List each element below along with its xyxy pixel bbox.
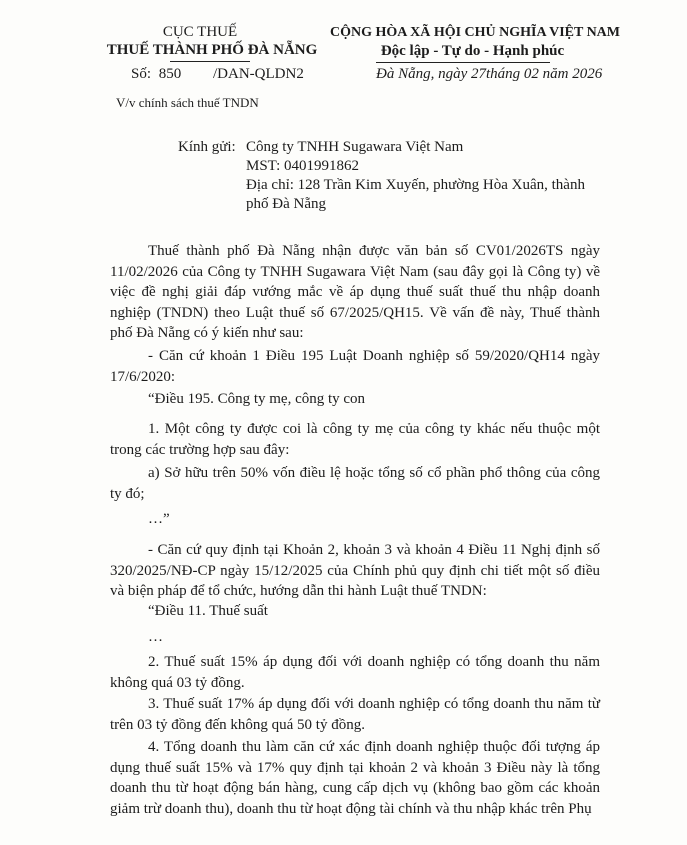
agency-name: CỤC THUẾ: [162, 24, 238, 40]
recipient-address-line-1: Địa chỉ: 128 Trần Kim Xuyến, phường Hòa Xuân, thành: [246, 177, 585, 193]
body-article-195-clause-1: 1. Một công ty được coi là công ty mẹ của công ty khác nếu thuộc một trong các trường hợp sau đây:: [110, 421, 600, 458]
national-motto: Độc lập - Tự do - Hạnh phúc: [380, 43, 565, 59]
document-number: [131, 66, 181, 83]
body-article-11-clause-4: 4. Tổng doanh thu làm căn cứ xác định doanh nghiệp thuộc đối tượng áp dụng thuế suất 15% và 17% quy định tại khoản 2 và khoản 3 Điều này là tổng doanh thu từ hoạt động bán hàng, cung cấp dịch vụ (không bao gồm các khoản giảm trừ doanh thu), doanh thu từ hoạt động tài chính và thu nhập khác trên Phụ: [110, 739, 600, 817]
recipient-label: Kính gửi:: [178, 139, 236, 155]
body-article-195-point-a: a) Sở hữu trên 50% vốn điều lệ hoặc tổng số cổ phần phổ thông của công ty đó;: [110, 465, 600, 502]
body-quote-ellipsis-1: …”: [148, 511, 170, 527]
body-paragraph-legal-basis-1: - Căn cứ khoản 1 Điều 195 Luật Doanh nghiệp số 59/2020/QH14 ngày 17/6/2020:: [110, 348, 600, 385]
recipient-company: Công ty TNHH Sugawara Việt Nam: [246, 139, 464, 155]
date-suffix: năm 2026: [542, 66, 603, 82]
office-name: THUẾ THÀNH PHỐ ĐÀ NẴNG: [106, 42, 318, 58]
number-label: Số:: [131, 66, 152, 82]
document-subject: V/v chính sách thuế TNDN: [116, 95, 259, 110]
body-article-11-clause-3: 3. Thuế suất 17% áp dụng đối với doanh nghiệp có tổng doanh thu năm từ trên 03 tỷ đồng đến không quá 50 tỷ đồng.: [110, 696, 600, 733]
recipient-address-line-2: phố Đà Nẵng: [246, 196, 326, 212]
motto-underline: [376, 62, 550, 63]
date-prefix: Đà Nẵng, ngày: [376, 66, 471, 82]
number-value: 850: [158, 66, 182, 82]
body-paragraph-intro: Thuế thành phố Đà Nẵng nhận được văn bản số CV01/2026TS ngày 11/02/2026 của Công ty TNHH Sugawara Việt Nam (sau đây gọi là Công ty) về việc đề nghị giải đáp vướng mắc về áp dụng thuế suất thuế thu nhập doanh nghiệp (TNDN) theo Luật thuế số 67/2025/QH15. Về vấn đề này, Thuế thành phố Đà Nẵng có ý kiến như sau:: [110, 243, 600, 341]
document-code: /DAN-QLDN2: [213, 66, 304, 82]
body-article-11-title: “Điều 11. Thuế suất: [148, 603, 268, 619]
body-paragraph-legal-basis-2: - Căn cứ quy định tại Khoản 2, khoản 3 và khoản 4 Điều 11 Nghị định số 320/2025/NĐ-CP ngày 15/12/2025 của Chính phủ quy định chi tiết một số điều và biện pháp để tổ chức, hướng dẫn thi hành Luật thuế TNDN:: [110, 542, 600, 599]
body-article-195-title: “Điều 195. Công ty mẹ, công ty con: [148, 391, 366, 407]
country-name: CỘNG HÒA XÃ HỘI CHỦ NGHĨA VIỆT NAM: [329, 25, 620, 40]
date-month: 02: [523, 66, 539, 82]
document-date: [376, 66, 602, 83]
recipient-tax-id: MST: 0401991862: [246, 158, 360, 174]
body-quote-ellipsis-2: …: [148, 629, 163, 645]
office-underline: [170, 61, 250, 62]
date-mid: tháng: [486, 66, 524, 82]
body-article-11-clause-2: 2. Thuế suất 15% áp dụng đối với doanh nghiệp có tổng doanh thu năm không quá 03 tỷ đồng.: [110, 654, 600, 691]
date-day: 27: [471, 66, 486, 82]
